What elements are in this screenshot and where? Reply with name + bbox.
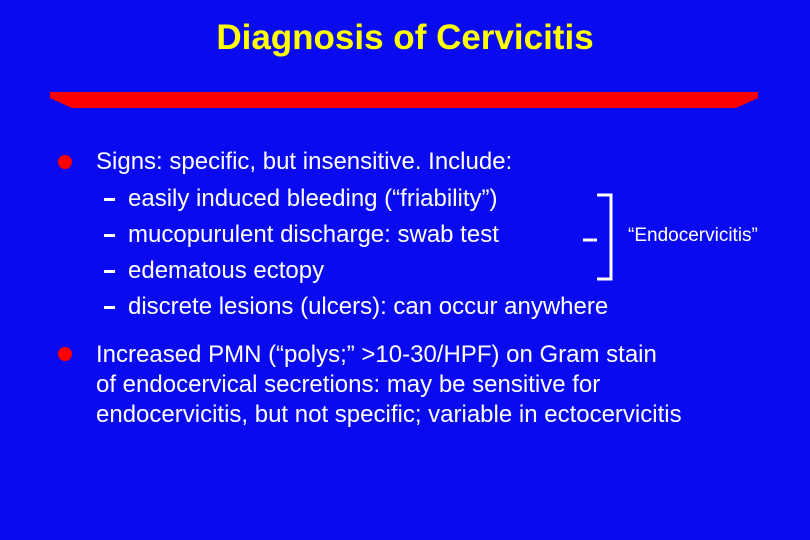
subitem-ectopy: edematous ectopy — [128, 257, 325, 284]
bullet-2-line-2: of endocervical secretions: may be sensitive for — [96, 371, 601, 398]
bullet-dot — [58, 155, 72, 169]
bullet-dot — [58, 347, 72, 361]
sub-dash — [104, 306, 115, 309]
grouping-bracket — [583, 193, 613, 281]
sub-dash — [104, 234, 115, 237]
sub-dash — [104, 198, 115, 201]
subitem-lesions: discrete lesions (ulcers): can occur anywhere — [128, 293, 609, 320]
slide-title: Diagnosis of Cervicitis — [216, 18, 594, 57]
bullet-1-text: Signs: specific, but insensitive. Include: — [96, 148, 513, 175]
title-underline-bar — [50, 90, 758, 110]
bullet-2-line-3: endocervicitis, but not specific; variable in ectocervicitis — [96, 401, 682, 428]
bullet-2-line-1: Increased PMN (“polys;” >10-30/HPF) on Gram stain — [96, 341, 657, 368]
endocervicitis-label: “Endocervicitis” — [628, 225, 758, 246]
sub-dash — [104, 270, 115, 273]
subitem-mucopurulent: mucopurulent discharge: swab test — [128, 221, 499, 248]
subitem-friability: easily induced bleeding (“friability”) — [128, 185, 498, 212]
